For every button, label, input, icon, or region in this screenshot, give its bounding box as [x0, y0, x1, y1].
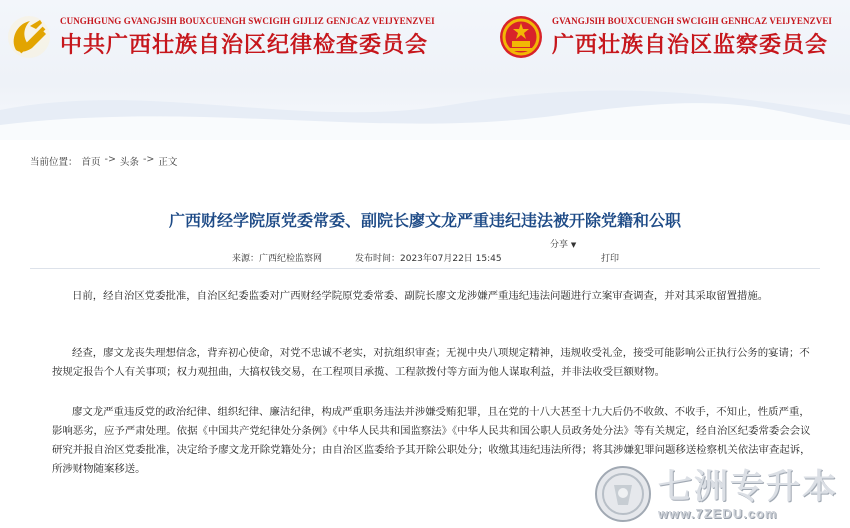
- article-paragraph: 日前，经自治区党委批准，自治区纪委监委对广西财经学院原党委常委、副院长廖文龙涉嫌严重违纪违法问题进行立案审查调查，并对其采取留置措施。: [72, 290, 769, 302]
- supervision-brand[interactable]: [498, 14, 832, 60]
- party-emblem-icon: [6, 14, 52, 60]
- breadcrumb-separator: ->: [142, 154, 155, 165]
- print-button[interactable]: 打印: [601, 254, 620, 264]
- watermark-url: www.7ZEDU.com: [658, 505, 778, 521]
- site-header: [0, 0, 850, 140]
- breadcrumb-home[interactable]: 首页: [81, 157, 101, 168]
- cdi-pinyin: CUNGHGUNG GVANGJSIH BOUXCUENGH SWCIGIH GIJLIZ GENJCAZ VEIJYENZVEI: [60, 15, 435, 26]
- national-emblem-icon: [498, 14, 544, 60]
- chevron-down-icon: ▼: [570, 241, 577, 249]
- header-wave-decoration: [0, 70, 850, 140]
- share-button[interactable]: [550, 237, 576, 250]
- cdi-brand[interactable]: [6, 14, 435, 60]
- breadcrumb-prefix: 当前位置：: [30, 157, 78, 168]
- supervision-pinyin: GVANGJSIH BOUXCUENGH SWCIGIH GENHCAZ VEIJYENZVEI: [552, 15, 833, 26]
- breadcrumb: [30, 154, 177, 168]
- share-label: 分享: [550, 240, 569, 250]
- watermark: [594, 460, 850, 528]
- breadcrumb-current: 正文: [158, 157, 178, 168]
- cdi-name: 中共广西壮族自治区纪律检查委员会: [60, 31, 429, 58]
- supervision-name: 广西壮族自治区监察委员会: [552, 31, 829, 58]
- meta-divider: [30, 268, 820, 269]
- breadcrumb-headlines[interactable]: 头条: [119, 157, 139, 168]
- breadcrumb-separator: ->: [104, 154, 116, 165]
- watermark-name: 七洲专升本: [658, 466, 838, 507]
- article-title: 广西财经学院原党委常委、副院长廖文龙严重违纪违法被开除党籍和公职: [168, 211, 681, 230]
- article-paragraph: 廖文龙严重违反党的政治纪律、组织纪律、廉洁纪律，构成严重职务违法并涉嫌受贿犯罪，且在党的十八大甚至十九大后仍不收敛、不收手，不知止，性质严重，影响恶劣，应予严肃处理。依据《中国共产党纪律处分条例》《中华人民共和国监察法》《中华人民共和国公职人员政务处分法》等有关规定，经自治区纪委常委会会议研究并报自治区党委批准，决定给予廖文龙开除党籍处分；由自治区监委给予其开除公职处分；收缴其违纪违法所得；将其涉嫌犯罪问题移送检察机关依法审查起诉，所涉财物随案移送。: [52, 406, 811, 475]
- article-source: 来源：广西纪检监察网: [232, 254, 323, 264]
- article-publish-time: 发布时间：2023年07月22日 15:45: [355, 254, 502, 264]
- article-paragraph: 经查，廖文龙丧失理想信念，背弃初心使命，对党不忠诚不老实，对抗组织审查；无视中央八项规定精神，违规收受礼金，接受可能影响公正执行公务的宴请；不按规定报告个人有关事项；权力观扭曲，大搞权钱交易，在工程项目承揽、工程款拨付等方面为他人谋取利益，并非法收受巨额财物。: [52, 347, 810, 378]
- watermark-seal-icon: [594, 465, 652, 523]
